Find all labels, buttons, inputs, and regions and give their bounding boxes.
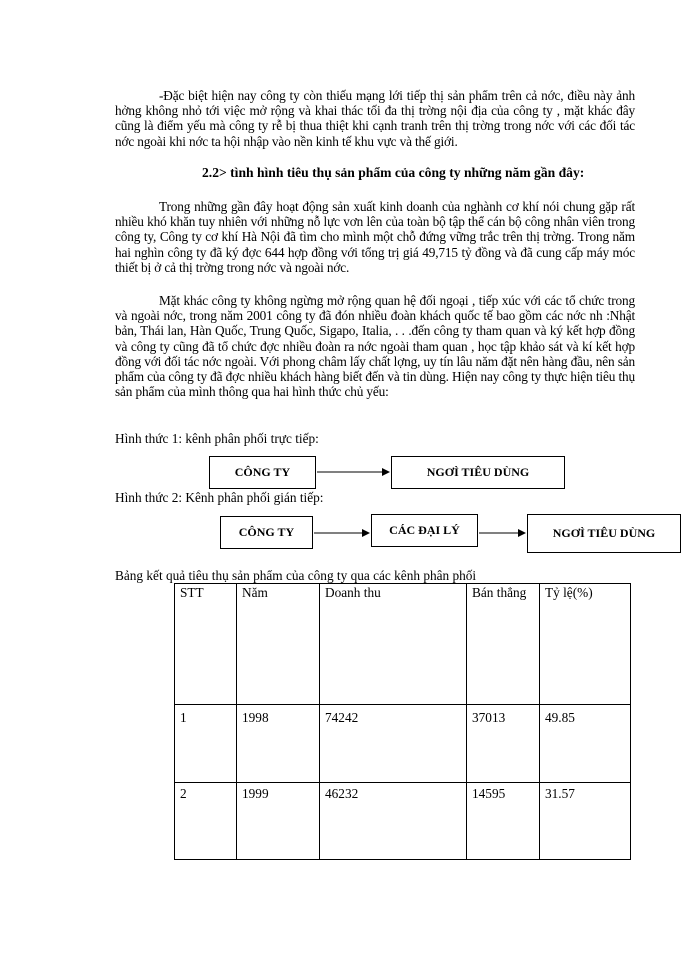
paragraph-foreign-relations: Mặt khác công ty không ngừng mở rộng quan hệ đối ngoại , tiếp xúc với các tổ chức trong và ngoài nớc, trong năm 2001 công ty đã đón nhiều đoàn khách quốc tế bao gồm các nớc nh :Nhật bản, Thái lan, Hàn Quốc, Trung Quốc, Sigapo, Italia, . . .đến công ty tham quan và ký kết hợp đồng và công ty cũng đã tổ chức đợc nhiều đoàn ra nớc ngoài tham quan , học tập khảo sát và kí kết hợp đồng với đối tác nớc ngoài. Với phong châm lấy chất lợng, uy tín lâu năm đặt nên hàng đầu, nên sản phẩm của công ty đã đợc nhiều khách hàng biết đến và tin dùng. Hiện nay công ty thực hiện tiêu thụ sản phẩm của mình thông qua hai hình thức chủ yếu: <box>115 293 635 400</box>
cell-ratio: 49.85 <box>540 705 631 783</box>
cell-direct-sales: 37013 <box>467 705 540 783</box>
cell-year: 1999 <box>237 783 320 860</box>
header-ratio: Tỷ lệ(%) <box>540 584 631 705</box>
form1-label: Hình thức 1: kênh phân phối trực tiếp: <box>115 431 319 446</box>
header-stt: STT <box>175 584 237 705</box>
section-heading: 2.2> tình hình tiêu thụ sản phẩm của công ty những năm gần đây: <box>202 165 585 180</box>
form2-label: Hình thức 2: Kênh phân phối gián tiếp: <box>115 490 324 505</box>
form1-consumer-box: NGƠÌ TIÊU DÙNG <box>391 456 565 489</box>
sales-results-table <box>174 583 631 860</box>
cell-revenue: 46232 <box>320 783 467 860</box>
header-year: Năm <box>237 584 320 705</box>
cell-ratio: 31.57 <box>540 783 631 860</box>
form2-consumer-box: NGƠÌ TIÊU DÙNG <box>527 514 681 553</box>
table-row <box>175 705 631 783</box>
table-row <box>175 783 631 860</box>
form2-company-box: CÔNG TY <box>220 516 313 549</box>
cell-stt: 2 <box>175 783 237 860</box>
cell-revenue: 74242 <box>320 705 467 783</box>
paragraph-business-activity: Trong những gần đây hoạt động sản xuất kinh doanh của nghành cơ khí nói chung gặp rất nhiều khó khăn tuy nhiên với những nỗ lực vơn lên của toàn bộ tập thể cán bộ công nhân viên trong công ty, Công ty cơ khí Hà Nội đã tìm cho mình một chỗ đứng vững trắc trên thị trờng. Trong năm hai nghìn công ty đã ký đợc 644 hợp đồng với tổng trị giá 49,715 tỷ đồng và đã cung cấp máy móc thiết bị ở cả thị trờng trong nớc và ngoài nớc. <box>115 199 635 275</box>
form1-company-box: CÔNG TY <box>209 456 316 489</box>
form2-agents-box: CÁC ĐẠI LÝ <box>371 514 478 547</box>
paragraph-market-network: -Đặc biệt hiện nay công ty còn thiếu mạng lới tiếp thị sản phẩm trên cả nớc, điều này ảnh hởng không nhỏ tới việc mở rộng và khai thác tối đa thị trờng nội địa của công ty , mặt khác đây cũng là điểm yếu mà công ty rễ bị thua thiệt khi cạnh tranh trên thị trờng trong nớc với các đối tác nớc ngoài khi nớc ta hội nhập vào nền kinh tế khu vực và thế giới. <box>115 88 635 149</box>
cell-direct-sales: 14595 <box>467 783 540 860</box>
cell-stt: 1 <box>175 705 237 783</box>
table-header-row <box>175 584 631 705</box>
cell-year: 1998 <box>237 705 320 783</box>
header-revenue: Doanh thu <box>320 584 467 705</box>
header-direct-sales: Bán thẳng <box>467 584 540 705</box>
table-caption: Bảng kết quả tiêu thụ sản phẩm của công ty qua các kênh phân phối <box>115 568 477 583</box>
